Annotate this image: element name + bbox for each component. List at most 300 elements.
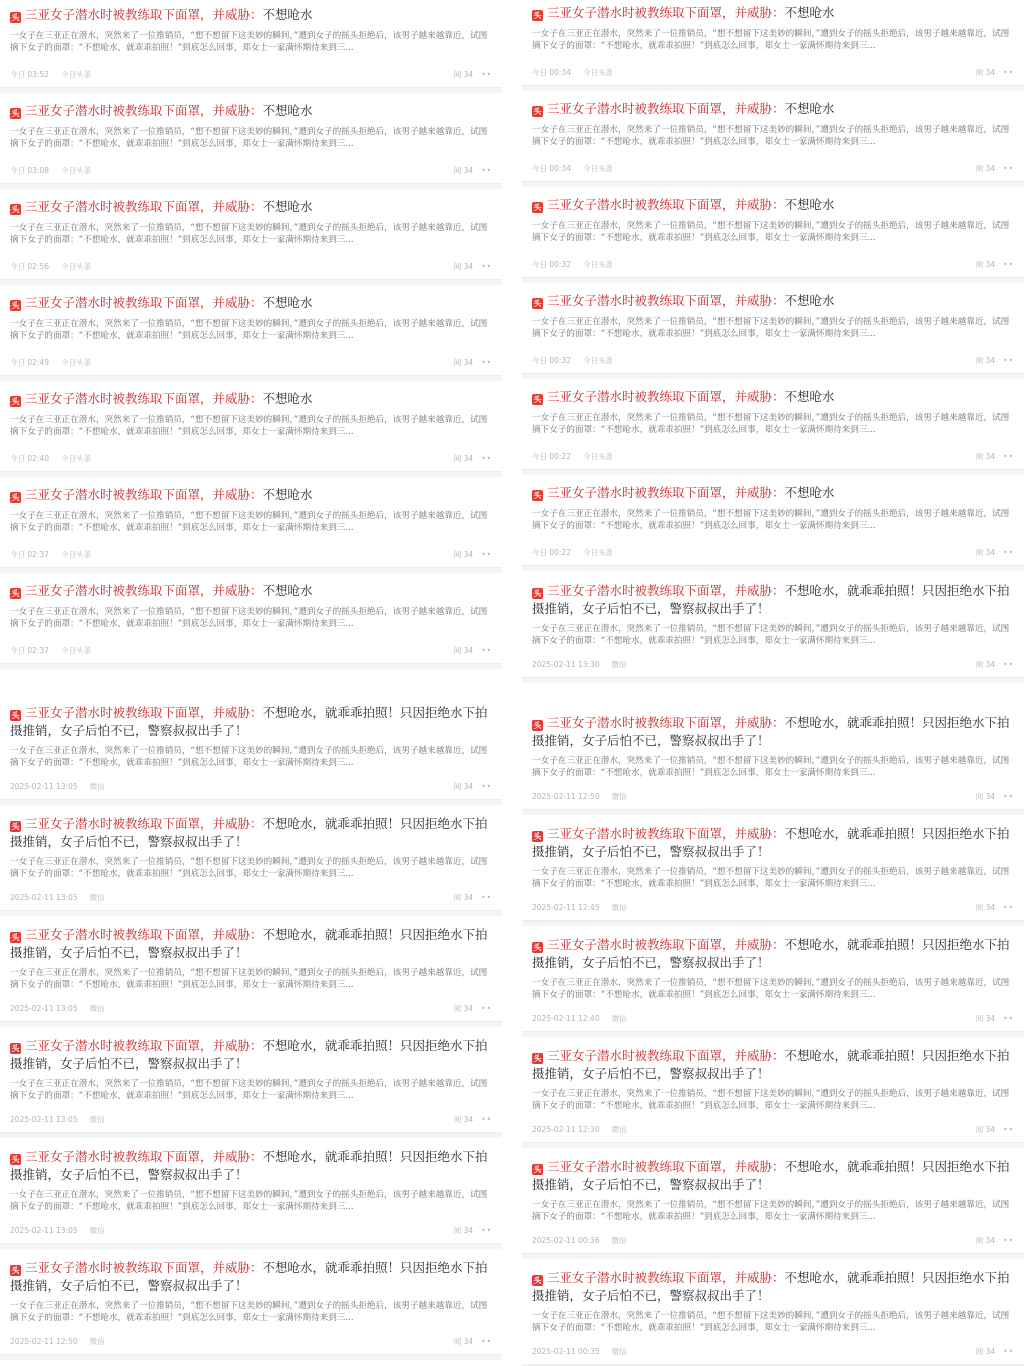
toutiao-badge-icon: 头: [533, 589, 542, 598]
news-title[interactable]: [532, 1158, 1014, 1193]
news-title[interactable]: [532, 582, 1014, 617]
news-summary: 一女子在三亚正在潜水，突然来了一位推销员，“想不想留下这美妙的瞬间，”遭到女子的摇头拒绝后，该男子越来越靠近，试图摘下女子的面罩：“不想呛水，就乖乖拍照！”到底怎么回事，郑女士一家满怀期待来到三...: [10, 510, 488, 533]
news-time: 今日 00:34: [532, 164, 571, 173]
more-dots-icon[interactable]: ••: [1003, 356, 1014, 365]
news-time: 2025-02-11 13:30: [532, 660, 600, 669]
news-source: 微信: [611, 660, 627, 669]
toutiao-badge-icon: 头: [11, 301, 20, 310]
news-title[interactable]: [10, 1037, 492, 1072]
news-source: 微信: [89, 1337, 105, 1346]
news-time: 2025-02-11 13:05: [10, 893, 78, 902]
toutiao-badge-icon: 头: [11, 493, 20, 502]
news-source: 今日头条: [583, 548, 613, 557]
toutiao-badge-icon: 头: [11, 1044, 20, 1053]
toutiao-badge-icon: 头: [11, 397, 20, 406]
news-card[interactable]: [0, 482, 502, 568]
more-dots-icon[interactable]: ••: [1003, 548, 1014, 557]
news-card[interactable]: [0, 1255, 502, 1355]
news-source: 微信: [611, 1347, 627, 1356]
news-card[interactable]: [0, 578, 502, 664]
news-time: 2025-02-11 12:45: [532, 903, 600, 912]
news-meta-right: [454, 645, 492, 657]
news-meta: [10, 892, 492, 904]
news-source: 今日头条: [583, 452, 613, 461]
read-count: 阅 34: [975, 356, 996, 365]
right-column: [522, 0, 1024, 1366]
news-title-rest: 不想呛水: [262, 199, 313, 214]
news-source: 微信: [89, 893, 105, 902]
toutiao-badge-icon: 头: [533, 832, 542, 841]
more-dots-icon[interactable]: ••: [1003, 792, 1014, 801]
news-meta-right: [454, 1114, 492, 1126]
read-count: 阅 34: [453, 893, 474, 902]
read-count: 阅 34: [975, 548, 996, 557]
news-meta-right: [976, 1346, 1014, 1358]
news-title-highlight: 三亚女子潜水时被教练取下面罩，并威胁：: [25, 7, 263, 22]
news-title-rest: 不想呛水: [262, 295, 313, 310]
news-meta-right: [454, 892, 492, 904]
news-source: 今日头条: [61, 70, 91, 79]
news-title-rest: 不想呛水: [784, 5, 835, 20]
news-title-rest: 不想呛水，就乖乖拍照！只因拒绝水下拍摄推销，女子后怕不已，警察叔叔出手了！: [10, 816, 488, 849]
column-gap: [502, 0, 522, 1366]
news-title-highlight: 三亚女子潜水时被教练取下面罩，并威胁：: [547, 197, 785, 212]
news-card[interactable]: [522, 96, 1024, 182]
toutiao-badge-icon: 头: [533, 721, 542, 730]
news-source: 今日头条: [583, 260, 613, 269]
news-title[interactable]: [532, 1047, 1014, 1082]
news-summary: 一女子在三亚正在潜水，突然来了一位推销员，“想不想留下这美妙的瞬间，”遭到女子的摇头拒绝后，该男子越来越靠近，试图摘下女子的面罩：“不想呛水，就乖乖拍照！”到底怎么回事，郑女士一家满怀期待来到三...: [10, 126, 488, 149]
news-meta: [532, 1124, 1014, 1136]
news-title-rest: 不想呛水，就乖乖拍照！只因拒绝水下拍摄推销，女子后怕不已，警察叔叔出手了！: [532, 826, 1010, 859]
news-summary: 一女子在三亚正在潜水，突然来了一位推销员，“想不想留下这美妙的瞬间，”遭到女子的摇头拒绝后，该男子越来越靠近，试图摘下女子的面罩：“不想呛水，就乖乖拍照！”到底怎么回事，郑女士一家满怀期待来到三...: [532, 220, 1010, 243]
news-summary: 一女子在三亚正在潜水，突然来了一位推销员，“想不想留下这美妙的瞬间，”遭到女子的摇头拒绝后，该男子越来越靠近，试图摘下女子的面罩：“不想呛水，就乖乖拍照！”到底怎么回事，郑女士一家满怀期待来到三...: [10, 1079, 488, 1101]
more-dots-icon[interactable]: ••: [481, 70, 492, 79]
news-time: 2025-02-11 00:36: [532, 1236, 600, 1245]
more-dots-icon[interactable]: ••: [481, 782, 492, 791]
more-dots-icon[interactable]: ••: [1003, 1125, 1014, 1134]
news-source: 今日头条: [583, 164, 613, 173]
news-meta-right: [454, 357, 492, 369]
read-count: 阅 34: [453, 166, 474, 175]
news-title[interactable]: [532, 484, 1014, 502]
news-title-highlight: 三亚女子潜水时被教练取下面罩，并威胁：: [25, 1149, 263, 1164]
news-meta-right: [454, 261, 492, 273]
news-source: 微信: [611, 903, 627, 912]
news-card[interactable]: [522, 192, 1024, 278]
news-source: 微信: [611, 792, 627, 801]
news-title[interactable]: [10, 102, 492, 120]
news-card[interactable]: [0, 194, 502, 280]
news-card[interactable]: [0, 2, 502, 88]
news-title-rest: 不想呛水，就乖乖拍照！只因拒绝水下拍摄推销，女子后怕不已，警察叔叔出手了！: [10, 1260, 488, 1293]
news-card[interactable]: [0, 700, 502, 800]
news-summary: 一女子在三亚正在潜水，突然来了一位推销员，“想不想留下这美妙的瞬间，”遭到女子的摇头拒绝后，该男子越来越靠近，试图摘下女子的面罩：“不想呛水，就乖乖拍照！”到底怎么回事，郑女士一家满怀期待来到三...: [532, 756, 1010, 778]
news-source: 今日头条: [61, 646, 91, 655]
news-meta-right: [976, 259, 1014, 271]
news-card[interactable]: [522, 480, 1024, 566]
toutiao-badge-icon: 头: [11, 109, 20, 118]
news-title-highlight: 三亚女子潜水时被教练取下面罩，并威胁：: [547, 485, 785, 500]
news-card[interactable]: [522, 710, 1024, 810]
news-meta-right: [976, 547, 1014, 559]
more-dots-icon[interactable]: ••: [1003, 452, 1014, 461]
read-count: 阅 34: [975, 260, 996, 269]
news-title-highlight: 三亚女子潜水时被教练取下面罩，并威胁：: [547, 101, 785, 116]
news-card[interactable]: [0, 811, 502, 911]
news-meta-right: [454, 453, 492, 465]
news-time: 今日 02:56: [10, 262, 49, 271]
read-count: 阅 34: [453, 358, 474, 367]
toutiao-badge-icon: 头: [11, 205, 20, 214]
news-summary: 一女子在三亚正在潜水，突然来了一位推销员，“想不想留下这美妙的瞬间，”遭到女子的摇头拒绝后，该男子越来越靠近，试图摘下女子的面罩：“不想呛水，就乖乖拍照！”到底怎么回事，郑女士一家满怀期待来到三...: [532, 867, 1010, 889]
toutiao-badge-icon: 头: [11, 1155, 20, 1164]
news-source: 今日头条: [61, 358, 91, 367]
news-meta: [10, 645, 492, 657]
news-meta-right: [976, 1013, 1014, 1025]
news-title-highlight: 三亚女子潜水时被教练取下面罩，并威胁：: [25, 295, 263, 310]
read-count: 阅 34: [453, 70, 474, 79]
news-time: 今日 02:49: [10, 358, 49, 367]
news-title-rest: 不想呛水: [262, 7, 313, 22]
news-meta: [10, 781, 492, 793]
toutiao-badge-icon: 头: [533, 1276, 542, 1285]
read-count: 阅 34: [453, 454, 474, 463]
more-dots-icon[interactable]: ••: [1003, 1236, 1014, 1245]
news-summary: 一女子在三亚正在潜水，突然来了一位推销员，“想不想留下这美妙的瞬间，”遭到女子的摇头拒绝后，该男子越来越靠近，试图摘下女子的面罩：“不想呛水，就乖乖拍照！”到底怎么回事，郑女士一家满怀期待来到三...: [10, 746, 488, 768]
read-count: 阅 34: [453, 646, 474, 655]
news-title-highlight: 三亚女子潜水时被教练取下面罩，并威胁：: [25, 199, 263, 214]
news-title[interactable]: [10, 926, 492, 961]
toutiao-badge-icon: 头: [533, 11, 542, 20]
news-meta-right: [976, 659, 1014, 671]
news-title-highlight: 三亚女子潜水时被教练取下面罩，并威胁：: [547, 1159, 785, 1174]
news-summary: 一女子在三亚正在潜水，突然来了一位推销员，“想不想留下这美妙的瞬间，”遭到女子的摇头拒绝后，该男子越来越靠近，试图摘下女子的面罩：“不想呛水，就乖乖拍照！”到底怎么回事，郑女士一家满怀期待来到三...: [532, 1200, 1010, 1222]
more-dots-icon[interactable]: ••: [1003, 660, 1014, 669]
news-card[interactable]: [522, 384, 1024, 470]
news-title[interactable]: [10, 294, 492, 312]
news-meta: [10, 453, 492, 465]
toutiao-badge-icon: 头: [11, 711, 20, 720]
news-title-highlight: 三亚女子潜水时被教练取下面罩，并威胁：: [547, 826, 785, 841]
news-title-highlight: 三亚女子潜水时被教练取下面罩，并威胁：: [25, 103, 263, 118]
read-count: 阅 34: [453, 1004, 474, 1013]
more-dots-icon[interactable]: ••: [1003, 1347, 1014, 1356]
news-title-rest: 不想呛水: [784, 197, 835, 212]
news-title[interactable]: [532, 196, 1014, 214]
news-summary: 一女子在三亚正在潜水，突然来了一位推销员，“想不想留下这美妙的瞬间，”遭到女子的摇头拒绝后，该男子越来越靠近，试图摘下女子的面罩：“不想呛水，就乖乖拍照！”到底怎么回事，郑女士一家满怀期待来到三...: [10, 318, 488, 341]
news-title-rest: 不想呛水: [262, 103, 313, 118]
news-title-highlight: 三亚女子潜水时被教练取下面罩，并威胁：: [547, 583, 785, 598]
more-dots-icon[interactable]: ••: [481, 1226, 492, 1235]
read-count: 阅 34: [453, 782, 474, 791]
news-time: 2025-02-11 12:50: [10, 1337, 78, 1346]
news-source: 今日头条: [61, 550, 91, 559]
news-summary: 一女子在三亚正在潜水，突然来了一位推销员，“想不想留下这美妙的瞬间，”遭到女子的摇头拒绝后，该男子越来越靠近，试图摘下女子的面罩：“不想呛水，就乖乖拍照！”到底怎么回事，郑女士一家满怀期待来到三...: [10, 857, 488, 879]
news-title[interactable]: [532, 1269, 1014, 1304]
news-meta-right: [454, 1225, 492, 1237]
news-summary: 一女子在三亚正在潜水，突然来了一位推销员，“想不想留下这美妙的瞬间，”遭到女子的摇头拒绝后，该男子越来越靠近，试图摘下女子的面罩：“不想呛水，就乖乖拍照！”到底怎么回事，郑女士一家满怀期待来到三...: [10, 30, 488, 53]
news-title-highlight: 三亚女子潜水时被教练取下面罩，并威胁：: [547, 715, 785, 730]
news-title[interactable]: [532, 388, 1014, 406]
read-count: 阅 34: [975, 903, 996, 912]
news-title-rest: 不想呛水: [262, 583, 313, 598]
news-meta: [532, 791, 1014, 803]
news-time: 今日 00:32: [532, 260, 571, 269]
news-source: 今日头条: [583, 356, 613, 365]
news-title[interactable]: [10, 390, 492, 408]
more-dots-icon[interactable]: ••: [481, 1115, 492, 1124]
news-summary: 一女子在三亚正在潜水，突然来了一位推销员，“想不想留下这美妙的瞬间，”遭到女子的摇头拒绝后，该男子越来越靠近，试图摘下女子的面罩：“不想呛水，就乖乖拍照！”到底怎么回事，郑女士一家满怀期待来到三...: [532, 624, 1010, 646]
read-count: 阅 34: [453, 550, 474, 559]
news-meta: [10, 1225, 492, 1237]
news-meta-right: [454, 549, 492, 561]
news-title-highlight: 三亚女子潜水时被教练取下面罩，并威胁：: [547, 937, 785, 952]
news-card[interactable]: [0, 98, 502, 184]
news-card[interactable]: [522, 932, 1024, 1032]
news-meta-right: [976, 67, 1014, 79]
news-title-rest: 不想呛水: [784, 389, 835, 404]
read-count: 阅 34: [975, 1236, 996, 1245]
news-card[interactable]: [522, 1043, 1024, 1143]
news-meta-right: [454, 1336, 492, 1348]
read-count: 阅 34: [975, 164, 996, 173]
news-meta-right: [976, 791, 1014, 803]
news-meta: [532, 67, 1014, 79]
more-dots-icon[interactable]: ••: [1003, 164, 1014, 173]
news-title-rest: 不想呛水，就乖乖拍照！只因拒绝水下拍摄推销，女子后怕不已，警察叔叔出手了！: [10, 705, 488, 738]
toutiao-badge-icon: 头: [11, 933, 20, 942]
news-title[interactable]: [10, 1148, 492, 1183]
more-dots-icon[interactable]: ••: [1003, 68, 1014, 77]
news-meta-right: [454, 1003, 492, 1015]
news-meta: [532, 1013, 1014, 1025]
toutiao-badge-icon: 头: [533, 203, 542, 212]
news-card[interactable]: [522, 821, 1024, 921]
news-source: 今日头条: [61, 166, 91, 175]
news-card[interactable]: [522, 578, 1024, 678]
news-summary: 一女子在三亚正在潜水，突然来了一位推销员，“想不想留下这美妙的瞬间，”遭到女子的摇头拒绝后，该男子越来越靠近，试图摘下女子的面罩：“不想呛水，就乖乖拍照！”到底怎么回事，郑女士一家满怀期待来到三...: [10, 414, 488, 437]
news-summary: 一女子在三亚正在潜水，突然来了一位推销员，“想不想留下这美妙的瞬间，”遭到女子的摇头拒绝后，该男子越来越靠近，试图摘下女子的面罩：“不想呛水，就乖乖拍照！”到底怎么回事，郑女士一家满怀期待来到三...: [10, 222, 488, 245]
news-title-highlight: 三亚女子潜水时被教练取下面罩，并威胁：: [547, 1270, 785, 1285]
news-meta: [10, 1114, 492, 1126]
news-title-highlight: 三亚女子潜水时被教练取下面罩，并威胁：: [25, 816, 263, 831]
news-time: 2025-02-11 00:35: [532, 1347, 600, 1356]
more-dots-icon[interactable]: ••: [481, 358, 492, 367]
news-card[interactable]: [522, 0, 1024, 86]
more-dots-icon[interactable]: ••: [481, 646, 492, 655]
news-meta: [532, 451, 1014, 463]
news-title-highlight: 三亚女子潜水时被教练取下面罩，并威胁：: [547, 389, 785, 404]
news-meta-right: [976, 451, 1014, 463]
news-title-rest: 不想呛水，就乖乖拍照！只因拒绝水下拍摄推销，女子后怕不已，警察叔叔出手了！: [10, 1038, 488, 1071]
more-dots-icon[interactable]: ••: [1003, 1014, 1014, 1023]
news-summary: 一女子在三亚正在潜水，突然来了一位推销员，“想不想留下这美妙的瞬间，”遭到女子的摇头拒绝后，该男子越来越靠近，试图摘下女子的面罩：“不想呛水，就乖乖拍照！”到底怎么回事，郑女士一家满怀期待来到三...: [532, 1311, 1010, 1333]
news-summary: 一女子在三亚正在潜水，突然来了一位推销员，“想不想留下这美妙的瞬间，”遭到女子的摇头拒绝后，该男子越来越靠近，试图摘下女子的面罩：“不想呛水，就乖乖拍照！”到底怎么回事，郑女士一家满怀期待来到三...: [532, 412, 1010, 435]
news-card[interactable]: [0, 1033, 502, 1133]
news-source: 微信: [611, 1014, 627, 1023]
news-card[interactable]: [0, 1144, 502, 1244]
news-source: 今日头条: [583, 68, 613, 77]
news-card[interactable]: [522, 288, 1024, 374]
news-meta-right: [976, 1235, 1014, 1247]
news-title-rest: 不想呛水，就乖乖拍照！只因拒绝水下拍摄推销，女子后怕不已，警察叔叔出手了！: [532, 937, 1010, 970]
news-meta-right: [976, 163, 1014, 175]
news-meta-right: [454, 165, 492, 177]
news-title-rest: 不想呛水，就乖乖拍照！只因拒绝水下拍摄推销，女子后怕不已，警察叔叔出手了！: [532, 1270, 1010, 1303]
news-meta: [10, 549, 492, 561]
news-summary: 一女子在三亚正在潜水，突然来了一位推销员，“想不想留下这美妙的瞬间，”遭到女子的摇头拒绝后，该男子越来越靠近，试图摘下女子的面罩：“不想呛水，就乖乖拍照！”到底怎么回事，郑女士一家满怀期待来到三...: [10, 1190, 488, 1212]
news-time: 今日 00:22: [532, 548, 571, 557]
news-meta: [10, 69, 492, 81]
news-title-rest: 不想呛水，就乖乖拍照！只因拒绝水下拍摄推销，女子后怕不已，警察叔叔出手了！: [532, 1048, 1010, 1081]
news-meta: [532, 355, 1014, 367]
news-title-highlight: 三亚女子潜水时被教练取下面罩，并威胁：: [25, 1260, 263, 1275]
more-dots-icon[interactable]: ••: [1003, 260, 1014, 269]
read-count: 阅 34: [975, 792, 996, 801]
news-time: 今日 03:08: [10, 166, 49, 175]
read-count: 阅 34: [975, 1125, 996, 1134]
news-summary: 一女子在三亚正在潜水，突然来了一位推销员，“想不想留下这美妙的瞬间，”遭到女子的摇头拒绝后，该男子越来越靠近，试图摘下女子的面罩：“不想呛水，就乖乖拍照！”到底怎么回事，郑女士一家满怀期待来到三...: [10, 606, 488, 629]
news-title[interactable]: [532, 100, 1014, 118]
news-time: 今日 02:37: [10, 550, 49, 559]
news-title-highlight: 三亚女子潜水时被教练取下面罩，并威胁：: [25, 1038, 263, 1053]
news-title-highlight: 三亚女子潜水时被教练取下面罩，并威胁：: [547, 1048, 785, 1063]
news-card[interactable]: [522, 1154, 1024, 1254]
news-title-rest: 不想呛水，就乖乖拍照！只因拒绝水下拍摄推销，女子后怕不已，警察叔叔出手了！: [532, 715, 1010, 748]
news-title-rest: 不想呛水，就乖乖拍照！只因拒绝水下拍摄推销，女子后怕不已，警察叔叔出手了！: [532, 583, 1010, 616]
news-meta: [10, 357, 492, 369]
news-summary: 一女子在三亚正在潜水，突然来了一位推销员，“想不想留下这美妙的瞬间，”遭到女子的摇头拒绝后，该男子越来越靠近，试图摘下女子的面罩：“不想呛水，就乖乖拍照！”到底怎么回事，郑女士一家满怀期待来到三...: [10, 1301, 488, 1323]
news-title[interactable]: [532, 4, 1014, 22]
news-title-rest: 不想呛水，就乖乖拍照！只因拒绝水下拍摄推销，女子后怕不已，警察叔叔出手了！: [10, 927, 488, 960]
read-count: 阅 34: [975, 1014, 996, 1023]
toutiao-badge-icon: 头: [533, 1054, 542, 1063]
news-time: 今日 03:52: [10, 70, 49, 79]
news-source: 微信: [89, 1115, 105, 1124]
more-dots-icon[interactable]: ••: [481, 1337, 492, 1346]
read-count: 阅 34: [975, 452, 996, 461]
more-dots-icon[interactable]: ••: [481, 893, 492, 902]
news-time: 2025-02-11 12:50: [532, 792, 600, 801]
news-title-rest: 不想呛水: [784, 485, 835, 500]
news-meta: [10, 261, 492, 273]
news-title[interactable]: [532, 825, 1014, 860]
news-time: 2025-02-11 13:05: [10, 1004, 78, 1013]
news-title[interactable]: [532, 292, 1014, 310]
news-title-rest: 不想呛水，就乖乖拍照！只因拒绝水下拍摄推销，女子后怕不已，警察叔叔出手了！: [532, 1159, 1010, 1192]
news-source: 微信: [89, 1004, 105, 1013]
news-summary: 一女子在三亚正在潜水，突然来了一位推销员，“想不想留下这美妙的瞬间，”遭到女子的摇头拒绝后，该男子越来越靠近，试图摘下女子的面罩：“不想呛水，就乖乖拍照！”到底怎么回事，郑女士一家满怀期待来到三...: [532, 978, 1010, 1000]
news-time: 2025-02-11 12:40: [532, 1014, 600, 1023]
news-card[interactable]: [0, 922, 502, 1022]
more-dots-icon[interactable]: ••: [481, 454, 492, 463]
news-title[interactable]: [10, 704, 492, 739]
news-title-highlight: 三亚女子潜水时被教练取下面罩，并威胁：: [25, 391, 263, 406]
news-time: 今日 02:37: [10, 646, 49, 655]
news-card[interactable]: [522, 1265, 1024, 1365]
more-dots-icon[interactable]: ••: [481, 166, 492, 175]
news-meta: [532, 1346, 1014, 1358]
news-meta: [532, 547, 1014, 559]
news-summary: 一女子在三亚正在潜水，突然来了一位推销员，“想不想留下这美妙的瞬间，”遭到女子的摇头拒绝后，该男子越来越靠近，试图摘下女子的面罩：“不想呛水，就乖乖拍照！”到底怎么回事，郑女士一家满怀期待来到三...: [532, 28, 1010, 51]
news-summary: 一女子在三亚正在潜水，突然来了一位推销员，“想不想留下这美妙的瞬间，”遭到女子的摇头拒绝后，该男子越来越靠近，试图摘下女子的面罩：“不想呛水，就乖乖拍照！”到底怎么回事，郑女士一家满怀期待来到三...: [532, 316, 1010, 339]
news-title-rest: 不想呛水: [262, 391, 313, 406]
news-card[interactable]: [0, 386, 502, 472]
read-count: 阅 34: [453, 262, 474, 271]
news-meta: [10, 165, 492, 177]
news-title-rest: 不想呛水: [784, 101, 835, 116]
news-title-highlight: 三亚女子潜水时被教练取下面罩，并威胁：: [25, 487, 263, 502]
news-meta: [532, 259, 1014, 271]
news-meta-right: [454, 69, 492, 81]
toutiao-badge-icon: 头: [533, 1165, 542, 1174]
news-summary: 一女子在三亚正在潜水，突然来了一位推销员，“想不想留下这美妙的瞬间，”遭到女子的摇头拒绝后，该男子越来越靠近，试图摘下女子的面罩：“不想呛水，就乖乖拍照！”到底怎么回事，郑女士一家满怀期待来到三...: [532, 508, 1010, 531]
news-meta: [10, 1003, 492, 1015]
toutiao-badge-icon: 头: [11, 13, 20, 22]
news-source: 今日头条: [61, 262, 91, 271]
news-meta: [10, 1336, 492, 1348]
news-title[interactable]: [10, 582, 492, 600]
news-time: 2025-02-11 13:05: [10, 1226, 78, 1235]
read-count: 阅 34: [975, 68, 996, 77]
toutiao-badge-icon: 头: [533, 107, 542, 116]
more-dots-icon[interactable]: ••: [481, 550, 492, 559]
news-source: 微信: [89, 1226, 105, 1235]
news-time: 今日 00:34: [532, 68, 571, 77]
news-meta: [532, 902, 1014, 914]
read-count: 阅 34: [975, 660, 996, 669]
news-source: 微信: [611, 1236, 627, 1245]
news-title-rest: 不想呛水，就乖乖拍照！只因拒绝水下拍摄推销，女子后怕不已，警察叔叔出手了！: [10, 1149, 488, 1182]
news-meta: [532, 163, 1014, 175]
news-title-rest: 不想呛水: [262, 487, 313, 502]
news-source: 微信: [611, 1125, 627, 1134]
news-time: 2025-02-11 13:05: [10, 1115, 78, 1124]
news-time: 2025-02-11 12:30: [532, 1125, 600, 1134]
news-card[interactable]: [0, 290, 502, 376]
more-dots-icon[interactable]: ••: [481, 262, 492, 271]
news-title[interactable]: [10, 486, 492, 504]
news-time: 2025-02-11 13:05: [10, 782, 78, 791]
news-title[interactable]: [532, 936, 1014, 971]
read-count: 阅 34: [453, 1115, 474, 1124]
news-title[interactable]: [10, 815, 492, 850]
toutiao-badge-icon: 头: [11, 822, 20, 831]
news-title[interactable]: [10, 6, 492, 24]
news-title-highlight: 三亚女子潜水时被教练取下面罩，并威胁：: [25, 927, 263, 942]
news-summary: 一女子在三亚正在潜水，突然来了一位推销员，“想不想留下这美妙的瞬间，”遭到女子的摇头拒绝后，该男子越来越靠近，试图摘下女子的面罩：“不想呛水，就乖乖拍照！”到底怎么回事，郑女士一家满怀期待来到三...: [532, 124, 1010, 147]
news-title[interactable]: [532, 714, 1014, 749]
news-title-highlight: 三亚女子潜水时被教练取下面罩，并威胁：: [25, 583, 263, 598]
news-title-highlight: 三亚女子潜水时被教练取下面罩，并威胁：: [25, 705, 263, 720]
news-source: 今日头条: [61, 454, 91, 463]
read-count: 阅 34: [453, 1226, 474, 1235]
left-column: [0, 0, 502, 1366]
news-title[interactable]: [10, 1259, 492, 1294]
more-dots-icon[interactable]: ••: [1003, 903, 1014, 912]
more-dots-icon[interactable]: ••: [481, 1004, 492, 1013]
news-meta: [532, 659, 1014, 671]
toutiao-badge-icon: 头: [533, 943, 542, 952]
news-title-rest: 不想呛水: [784, 293, 835, 308]
news-source: 微信: [89, 782, 105, 791]
news-summary: 一女子在三亚正在潜水，突然来了一位推销员，“想不想留下这美妙的瞬间，”遭到女子的摇头拒绝后，该男子越来越靠近，试图摘下女子的面罩：“不想呛水，就乖乖拍照！”到底怎么回事，郑女士一家满怀期待来到三...: [532, 1089, 1010, 1111]
news-time: 今日 00:22: [532, 452, 571, 461]
news-meta-right: [976, 1124, 1014, 1136]
news-title-highlight: 三亚女子潜水时被教练取下面罩，并威胁：: [547, 5, 785, 20]
news-title[interactable]: [10, 198, 492, 216]
